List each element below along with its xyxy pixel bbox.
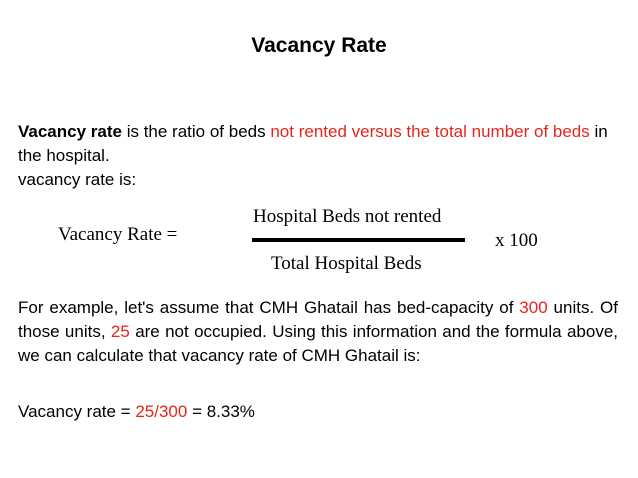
definition-paragraph [18,120,618,192]
example-capacity: 300 [519,298,548,317]
result-value: = 8.33% [187,402,255,421]
example-part-2: units. Of those units, [18,298,618,341]
result-label: Vacancy rate = [18,402,136,421]
formula-label: Vacancy Rate = [58,224,178,245]
example-paragraph [18,296,618,368]
definition-text-1: is the ratio of beds [121,122,271,141]
fraction-bar [252,238,465,242]
example-part-1: For example, let's assume that CMH Ghatail has bed-capacity of [18,298,520,317]
formula-numerator: Hospital Beds not rented [253,206,442,227]
formula-multiplier: x 100 [495,230,538,251]
page-title: Vacancy Rate [251,34,387,57]
definition-term: Vacancy rate [18,122,122,141]
formula-denominator: Total Hospital Beds [271,253,422,274]
result-line [18,400,255,424]
definition-text-2: in the hospital. [18,122,608,165]
result-fraction: 25/300 [135,402,188,421]
example-vacant: 25 [110,322,130,341]
example-part-3: are not occupied. Using this information and the formula above, we can calculate that vacancy rate of CMH Ghatail is: [18,322,618,365]
definition-highlight: not rented versus the total number of beds [270,122,590,141]
definition-line-2: vacancy rate is: [18,170,137,189]
